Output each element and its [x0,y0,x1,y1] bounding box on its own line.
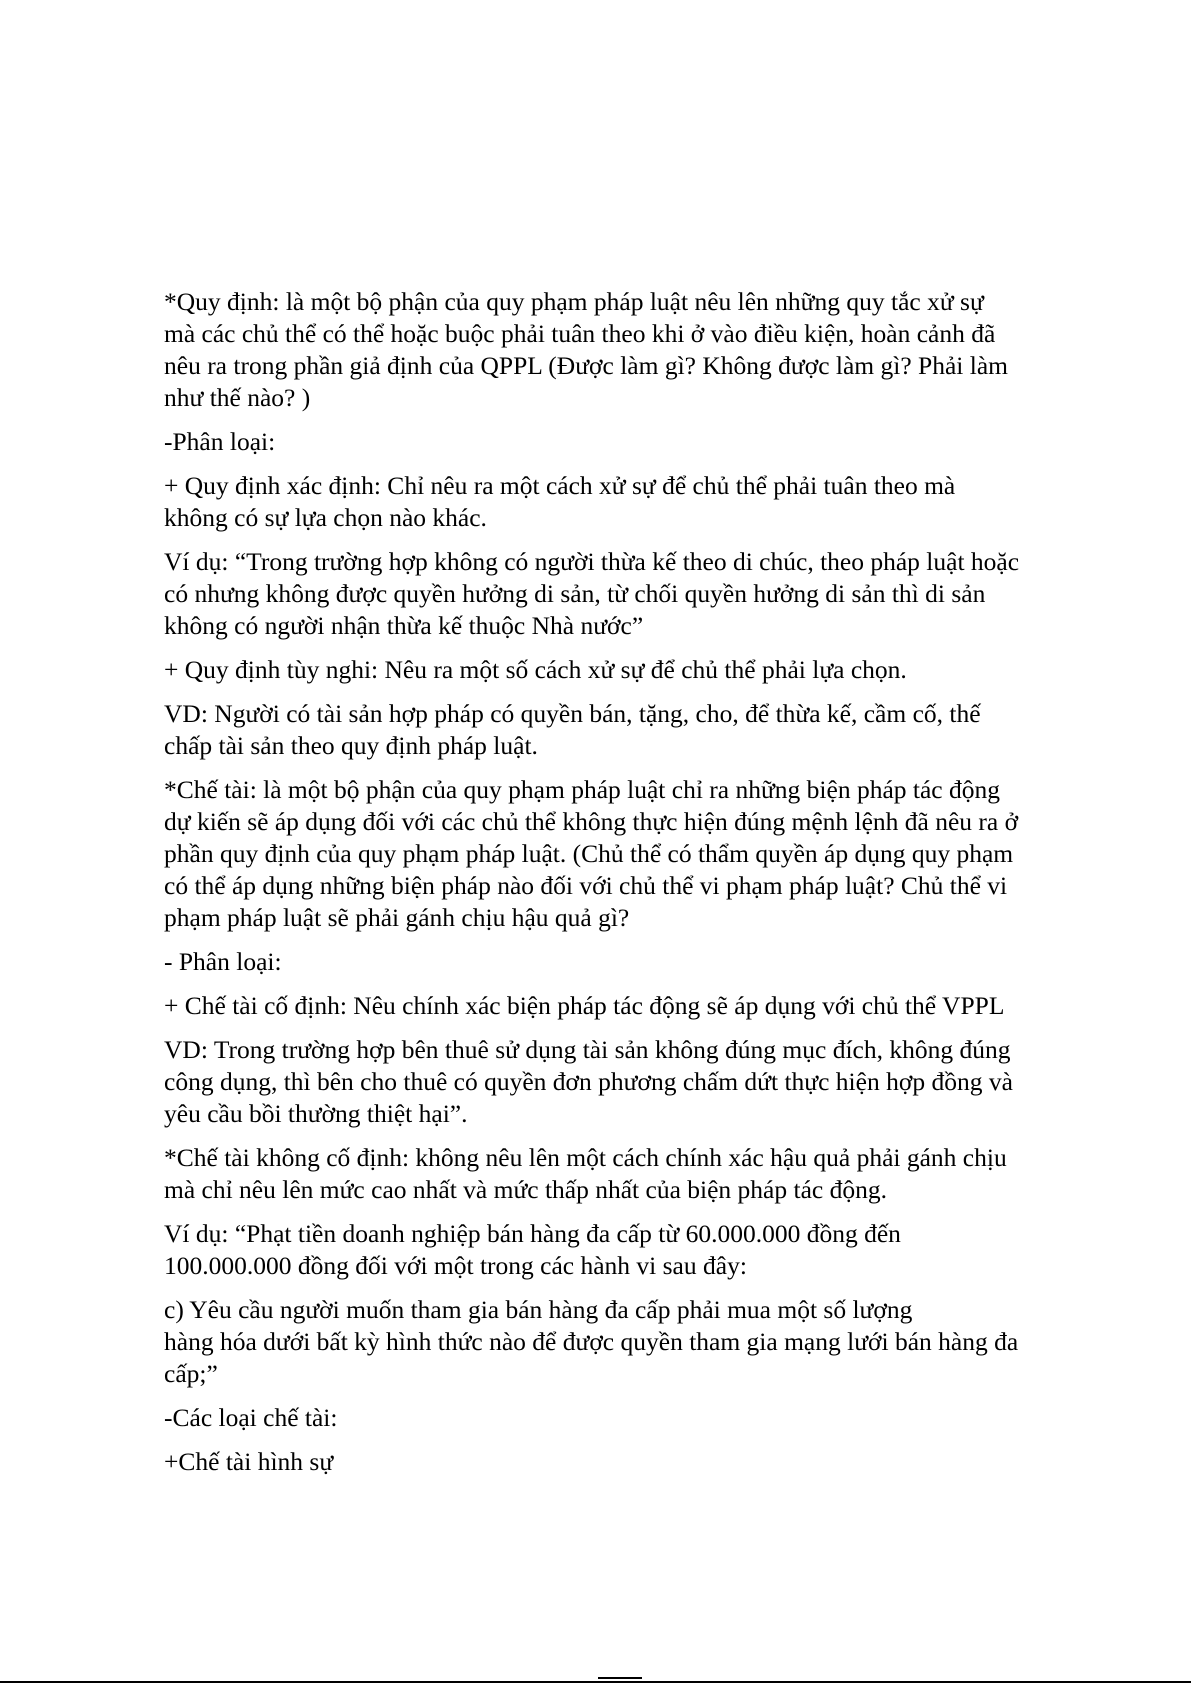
paragraph-che-tai-definition [164,774,1104,934]
text-line: có thể áp dụng những biện pháp nào đối với chủ thể vi phạm pháp luật? Chủ thể vi [164,871,1008,900]
text-line: chấp tài sản theo quy định pháp luật. [164,731,538,760]
text-line: + Quy định xác định: Chỉ nêu ra một cách xử sự để chủ thể phải tuân theo mà [164,471,956,500]
text-line: Ví dụ: “Trong trường hợp không có người thừa kế theo di chúc, theo pháp luật hoặc [164,547,1020,576]
paragraph-sanction-types-heading [164,1402,1104,1434]
text-line: hàng hóa dưới bất kỳ hình thức nào để được quyền tham gia mạng lưới bán hàng đa [164,1327,1019,1356]
text-line: VD: Người có tài sản hợp pháp có quyền bán, tặng, cho, để thừa kế, cầm cố, thế [164,699,981,728]
document-body [164,286,1104,1490]
text-line: mà chỉ nêu lên mức cao nhất và mức thấp nhất của biện pháp tác động. [164,1175,887,1204]
text-line: như thế nào? ) [164,383,311,412]
paragraph-example-lease [164,1034,1104,1130]
text-line: -Phân loại: [164,427,276,456]
paragraph-quy-dinh-xac-dinh [164,470,1104,534]
paragraph-quy-dinh-tuy-nghi [164,654,1104,686]
text-line: mà các chủ thể có thể hoặc buộc phải tuân theo khi ở vào điều kiện, hoàn cảnh đã [164,319,996,348]
text-line: VD: Trong trường hợp bên thuê sử dụng tài sản không đúng mục đích, không đúng [164,1035,1011,1064]
text-line: -Các loại chế tài: [164,1403,338,1432]
paragraph-criminal-sanction [164,1446,1104,1478]
text-line: *Chế tài không cố định: không nêu lên một cách chính xác hậu quả phải gánh chịu [164,1143,1007,1172]
paragraph-classification-heading-2 [164,946,1104,978]
paragraph-quy-dinh-definition [164,286,1104,414]
paragraph-example-fine-item-c [164,1294,1104,1390]
text-line: - Phân loại: [164,947,282,976]
text-line: cấp;” [164,1359,218,1388]
text-line: nêu ra trong phần giả định của QPPL (Được làm gì? Không được làm gì? Phải làm [164,351,1008,380]
text-line: có nhưng không được quyền hưởng di sản, từ chối quyền hưởng di sản thì di sản [164,579,986,608]
paragraph-che-tai-co-dinh [164,990,1104,1022]
text-line: + Quy định tùy nghi: Nêu ra một số cách xử sự để chủ thể phải lựa chọn. [164,655,907,684]
text-line: c) Yêu cầu người muốn tham gia bán hàng đa cấp phải mua một số lượng [164,1295,913,1324]
text-line: phần quy định của quy phạm pháp luật. (Chủ thể có thẩm quyền áp dụng quy phạm [164,839,1014,868]
page-bottom-rule [0,1681,1191,1683]
text-line: dự kiến sẽ áp dụng đối với các chủ thể không thực hiện đúng mệnh lệnh đã nêu ra ở [164,807,1019,836]
text-line: yêu cầu bồi thường thiệt hại”. [164,1099,468,1128]
text-line: phạm pháp luật sẽ phải gánh chịu hậu quả gì? [164,903,630,932]
paragraph-example-inheritance [164,546,1104,642]
text-line: công dụng, thì bên cho thuê có quyền đơn phương chấm dứt thực hiện hợp đồng và [164,1067,1013,1096]
text-line: *Chế tài: là một bộ phận của quy phạm pháp luật chỉ ra những biện pháp tác động [164,775,1000,804]
paragraph-che-tai-khong-co-dinh [164,1142,1104,1206]
page-bottom-mark [598,1677,642,1679]
paragraph-classification-heading [164,426,1104,458]
text-line: +Chế tài hình sự [164,1447,334,1476]
text-line: không có người nhận thừa kế thuộc Nhà nước” [164,611,644,640]
paragraph-example-property [164,698,1104,762]
text-line: Ví dụ: “Phạt tiền doanh nghiệp bán hàng đa cấp từ 60.000.000 đồng đến [164,1219,901,1248]
text-line: + Chế tài cố định: Nêu chính xác biện pháp tác động sẽ áp dụng với chủ thể VPPL [164,991,1005,1020]
paragraph-example-fine [164,1218,1104,1282]
text-line: *Quy định: là một bộ phận của quy phạm pháp luật nêu lên những quy tắc xử sự [164,287,984,316]
text-line: 100.000.000 đồng đối với một trong các hành vi sau đây: [164,1251,747,1280]
text-line: không có sự lựa chọn nào khác. [164,503,487,532]
